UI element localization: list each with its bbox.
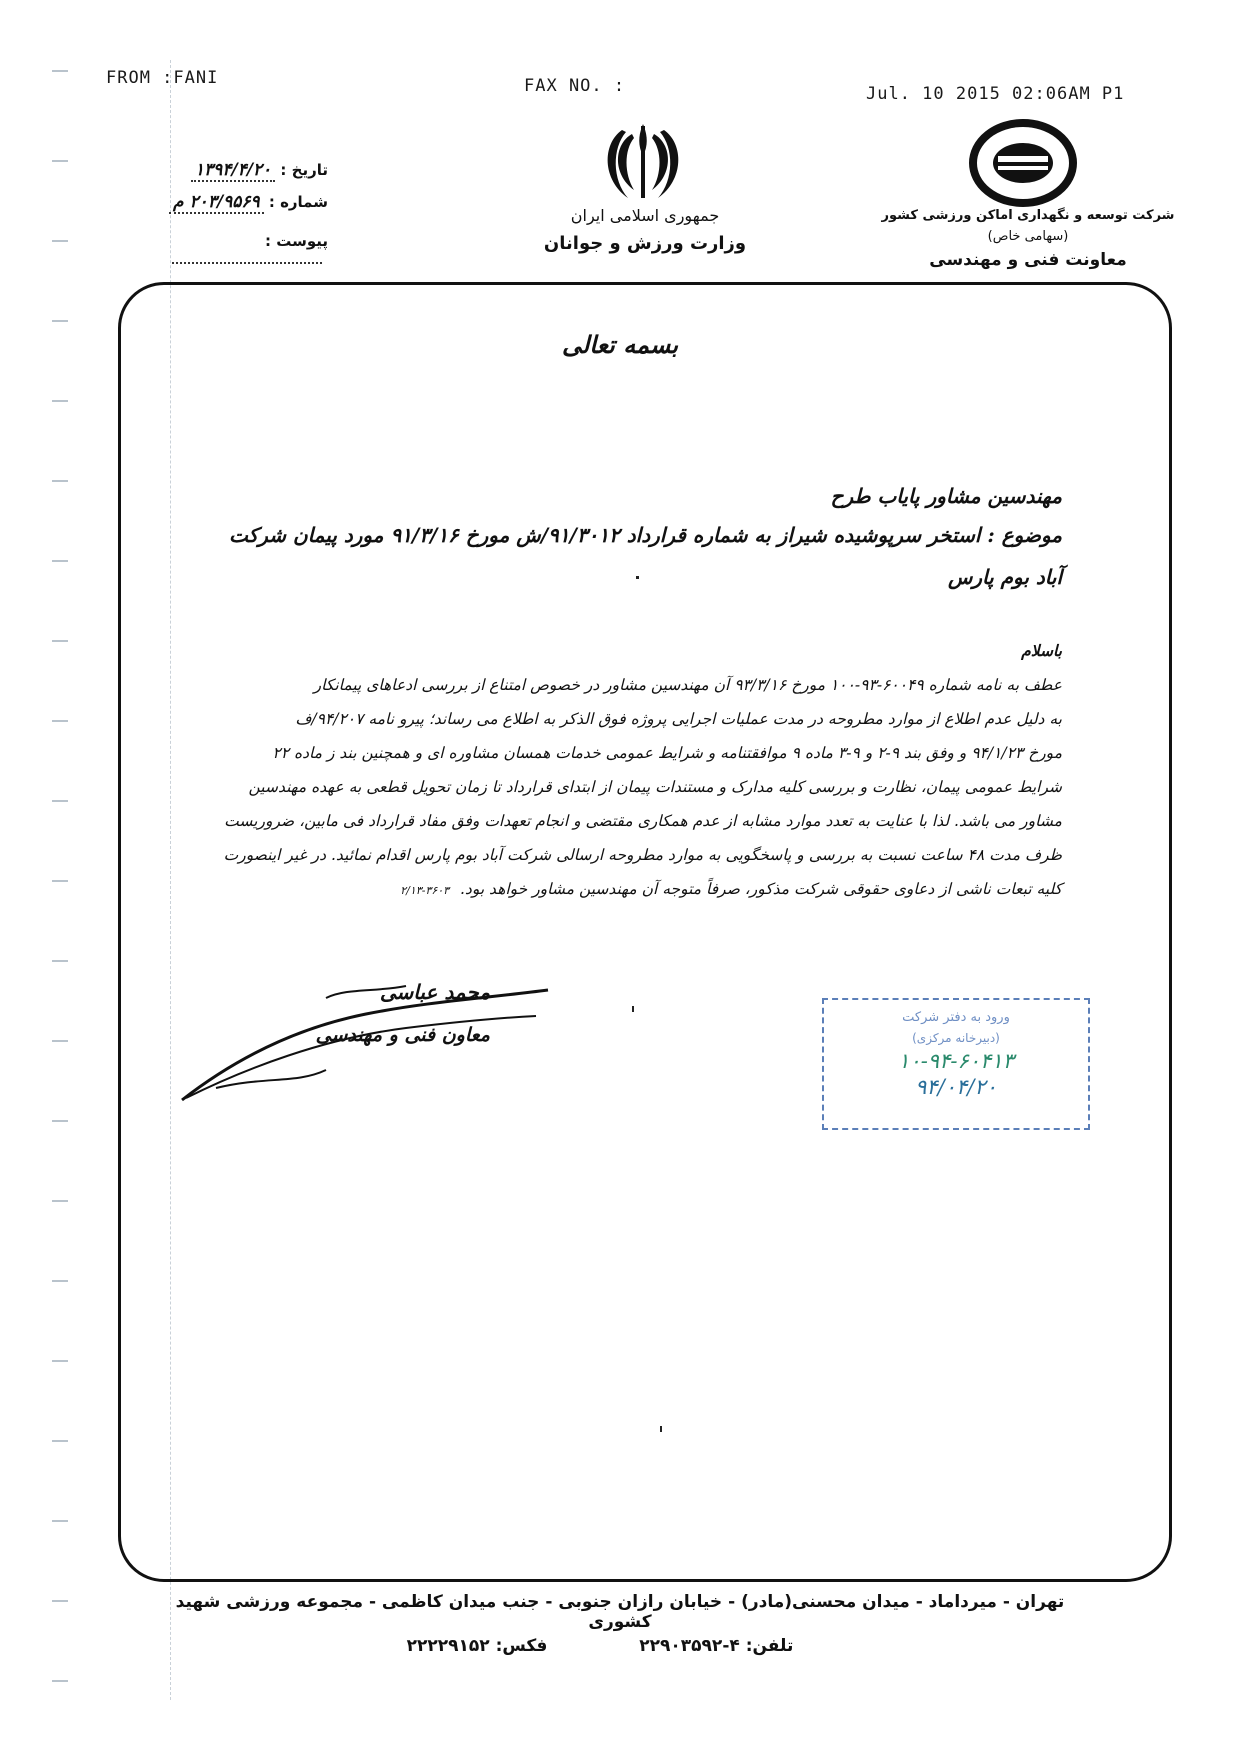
body-line-6: ظرف مدت ۴۸ ساعت نسبت به بررسی و پاسخگویی به موارد مطروحه ارسالی شرکت آباد بوم پارس اقدام نمائید. در غیر اینصورت — [223, 846, 1062, 864]
number-line — [108, 192, 328, 212]
date-label: تاریخ : — [280, 161, 328, 179]
letter-frame — [118, 282, 1172, 1582]
department-name: معاونت فنی و مهندسی — [929, 250, 1127, 270]
signatory-title: معاون فنی و مهندسی — [315, 1024, 490, 1046]
scan-speck — [660, 1426, 662, 1432]
fax-number: FAX NO. : — [524, 76, 626, 96]
registration-stamp — [822, 998, 1090, 1130]
number-value: ۲۰۳/۹۵۶۹ م — [169, 192, 264, 214]
right-header — [878, 208, 1178, 270]
iran-emblem-icon — [598, 116, 688, 206]
addressee: مهندسین مشاور پایاب طرح — [830, 484, 1062, 508]
fax-label: فکس: — [495, 1636, 548, 1656]
fax-number-footer: ۲۲۲۲۹۱۵۲ — [406, 1636, 490, 1656]
stamp-line-1: ورود به دفتر شرکت — [902, 1010, 1010, 1025]
body-line-7-text: کلیه تبعات ناشی از دعاوی حقوقی شرکت مذکور، صرفاً متوجه آن مهندسین مشاور خواهد بود. — [459, 880, 1062, 898]
stamp-line-2: (دبیرخانه مرکزی) — [912, 1031, 1000, 1045]
fax-from: FROM :FANI — [106, 68, 219, 88]
phone-label: تلفن: — [745, 1636, 794, 1656]
fax-datetime: Jul. 10 2015 02:06AM P1 — [866, 84, 1125, 104]
date-value: ۱۳۹۴/۴/۲۰ — [191, 160, 275, 182]
subject-line-2: آباد بوم پارس — [947, 565, 1062, 589]
number-label: شماره : — [268, 193, 328, 211]
company-name: شرکت توسعه و نگهداری اماکن ورزشی کشور — [881, 208, 1175, 223]
greeting: باسلام — [1021, 641, 1062, 660]
company-logo-icon — [968, 118, 1078, 208]
footer-contacts — [300, 1636, 900, 1656]
attachment-blank — [172, 262, 322, 264]
signatory-name: محمد عباسی — [379, 980, 490, 1004]
stamp-number: ۱۰-۹۴-۶۰۴۱۳ — [898, 1049, 1014, 1073]
attachment-line — [108, 232, 328, 268]
scan-speck — [632, 1006, 634, 1012]
scan-edge-marks — [52, 60, 72, 1700]
subject — [200, 514, 1062, 598]
footer-address: تهران - میرداماد - میدان محسنی(مادر) - خیابان رازان جنوبی - جنب میدان کاظمی - مجموعه ورزشی شهید کشوری — [175, 1592, 1065, 1632]
reference-note: ۳۶۰۳-۲/۱۳ — [400, 884, 450, 897]
body-line-4: شرایط عمومی پیمان، نظارت و بررسی کلیه مدارک و مستندات پیمان از ابتدای قرارداد تا زمان تحویل قطعی به عهده مهندسین — [248, 778, 1062, 796]
body-line-7 — [196, 872, 1062, 908]
date-line — [108, 160, 328, 180]
company-type: (سهامی خاص) — [987, 229, 1069, 244]
ministry-name: وزارت ورزش و جوانان — [543, 233, 747, 254]
country-name: جمهوری اسلامی ایران — [570, 206, 720, 225]
letter-body — [196, 668, 1062, 908]
basmala: بسمه تعالی — [561, 330, 679, 359]
body-line-2: به دلیل عدم اطلاع از موارد مطروحه در مدت عملیات اجرایی پروژه فوق الذکر به اطلاع می رساند؛ پیرو نامه ۹۴/۲۰۷/ف — [295, 710, 1062, 728]
scan-speck — [636, 576, 639, 579]
phone-number: ۴-۲۲۹۰۳۵۹۲ — [639, 1636, 740, 1656]
subject-line-1: موضوع : استخر سرپوشیده شیراز به شماره قرارداد ۹۱/۳۰۱۲/ش مورخ ۹۱/۳/۱۶ مورد پیمان شرکت — [229, 523, 1062, 547]
body-line-3: مورخ ۹۴/۱/۲۳ و وفق بند ۹-۲ و ۹-۳ ماده ۹ موافقتنامه و شرایط عمومی خدمات همسان مشاوره ای و همچنین بند ز ماده ۲۲ — [272, 744, 1062, 762]
stamp-date: ۹۴/۰۴/۲۰ — [915, 1075, 997, 1099]
attachment-label: پیوست : — [264, 232, 328, 250]
body-line-1: عطف به نامه شماره ۶۰۰۴۹-۹۳-۱۰۰ مورخ ۹۳/۳/۱۶ آن مهندسین مشاور در خصوص امتناع از بررسی ادعاهای پیمانکار — [313, 676, 1062, 694]
center-header — [520, 206, 770, 254]
body-line-5: مشاور می باشد. لذا با عنایت به تعدد موارد مشابه از عدم همکاری مقتضی و انجام تعهدات وفق مفاد قرارداد فی مابین، ضروریست — [224, 812, 1062, 830]
